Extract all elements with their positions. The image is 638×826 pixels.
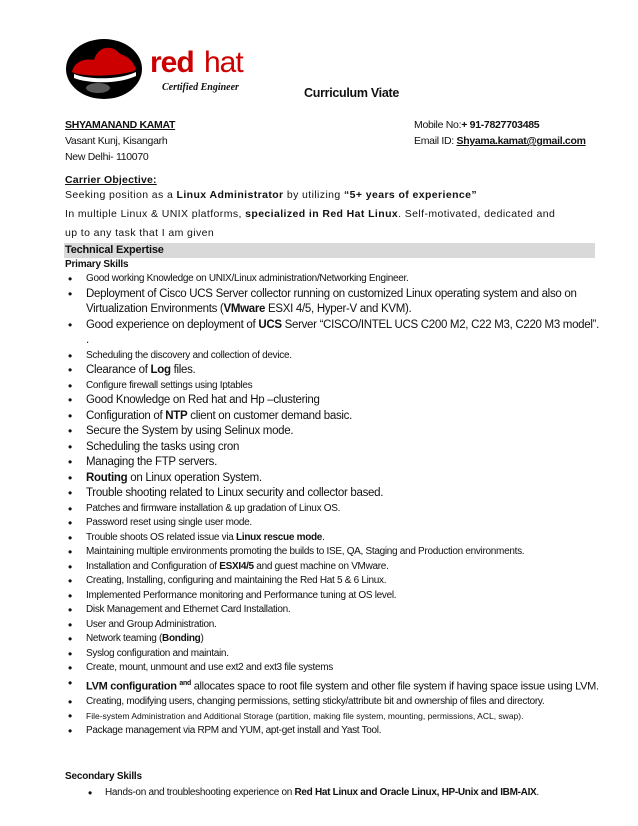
list-item: • Clearance of Log files.: [65, 363, 600, 379]
list-item: • Routing on Linux operation System.: [65, 471, 600, 487]
email-line: [414, 133, 586, 149]
secondary-skills-heading: Secondary Skills: [65, 771, 142, 782]
list-item: • Creating, Installing, configuring and maintaining the Red Hat 5 & 6 Linux.: [65, 574, 600, 589]
address-line-1: Vasant Kunj, Kisangarh: [65, 135, 168, 147]
list-item: • Disk Management and Ethernet Card Installation.: [65, 603, 600, 618]
primary-skills-heading: Primary Skills: [65, 259, 129, 270]
carrier-objective: [65, 174, 595, 243]
candidate-name: SHYAMANAND KAMAT: [65, 119, 176, 131]
list-item: • Good Knowledge on Red hat and Hp –clustering: [65, 393, 600, 409]
list-item: • Maintaining multiple environments promoting the builds to ISE, QA, Staging and Production environments.: [65, 545, 600, 560]
list-item: • Secure the System by using Selinux mode.: [65, 424, 600, 440]
list-item: • Network teaming (Bonding): [65, 632, 600, 647]
list-item: • Good experience on deployment of UCS Server “CISCO/INTEL UCS C200 M2, C22 M3, C220 M3 model”. .: [65, 318, 600, 349]
list-item: • Trouble shoots OS related issue via Linux rescue mode.: [65, 531, 600, 546]
address-line-2: New Delhi- 110070: [65, 151, 149, 163]
list-item: • Configuration of NTP client on customer demand basic.: [65, 409, 600, 425]
list-item: • Managing the FTP servers.: [65, 455, 600, 471]
list-item: • Syslog configuration and maintain.: [65, 647, 600, 662]
list-item: • Implemented Performance monitoring and Performance tuning at OS level.: [65, 589, 600, 604]
redhat-logo: [64, 24, 274, 104]
list-item: • Trouble shooting related to Linux security and collector based.: [65, 486, 600, 502]
list-item: • Scheduling the discovery and collection of device.: [65, 349, 600, 364]
objective-line-1: Seeking position as a Linux Administrator by utilizing “5+ years of experience”: [65, 189, 478, 201]
brand-tagline: Certified Engineer: [162, 82, 239, 93]
list-item: • LVM configuration $^{and}$ allocates space to root file system and other file system if having space issue using LVM.: [65, 676, 600, 695]
objective-title: Carrier Objective:: [65, 174, 157, 186]
document-title: Curriculum Viate: [304, 86, 399, 100]
list-item: • File-system Administration and Additional Storage (partition, making file system, mounting, permissions, ACL, swap).: [65, 709, 600, 724]
list-item: • Installation and Configuration of ESXI4/5 and guest machine on VMware.: [65, 560, 600, 575]
email-address[interactable]: Shyama.kamat@gmail.com: [456, 135, 586, 147]
list-item: • Creating, modifying users, changing permissions, setting sticky/attribute bit and ownership of files and directory.: [65, 695, 600, 710]
contact-right: [414, 117, 586, 149]
list-item: • Create, mount, unmount and use ext2 and ext3 file systems: [65, 661, 600, 676]
list-item: • Password reset using single user mode.: [65, 516, 600, 531]
email-label: Email ID:: [414, 135, 454, 147]
secondary-skills-list: [85, 786, 539, 800]
mobile-line: [414, 117, 586, 133]
mobile-label: Mobile No:: [414, 119, 462, 131]
primary-skills-list: [65, 272, 600, 738]
mobile-number: + 91-7827703485: [461, 119, 540, 131]
list-item: • Package management via RPM and YUM, apt-get install and Yast Tool.: [65, 724, 600, 739]
brand-hat: hat: [204, 46, 243, 79]
list-item: • Good working Knowledge on UNIX/Linux administration/Networking Engineer.: [65, 272, 600, 287]
contact-left: [65, 117, 175, 165]
objective-line-3: up to any task that I am given: [65, 227, 215, 239]
list-item: • Scheduling the tasks using cron: [65, 440, 600, 456]
technical-expertise-heading: Technical Expertise: [64, 243, 595, 258]
objective-line-2: In multiple Linux & UNIX platforms, specialized in Red Hat Linux. Self-motivated, dedicated and: [65, 208, 556, 220]
brand-red: red: [150, 46, 194, 79]
list-item: • Patches and firmware installation & up gradation of Linux OS.: [65, 502, 600, 517]
list-item: • Deployment of Cisco UCS Server collector running on customized Linux operating system and also on Virtualization Environments (VMware ESXI 4/5, Hyper-V and KVM).: [65, 287, 600, 318]
list-item: • Configure firewall settings using Iptables: [65, 379, 600, 394]
list-item: • User and Group Administration.: [65, 618, 600, 633]
list-item: • Hands-on and troubleshooting experience on Red Hat Linux and Oracle Linux, HP-Unix and IBM-AIX.: [85, 786, 539, 800]
